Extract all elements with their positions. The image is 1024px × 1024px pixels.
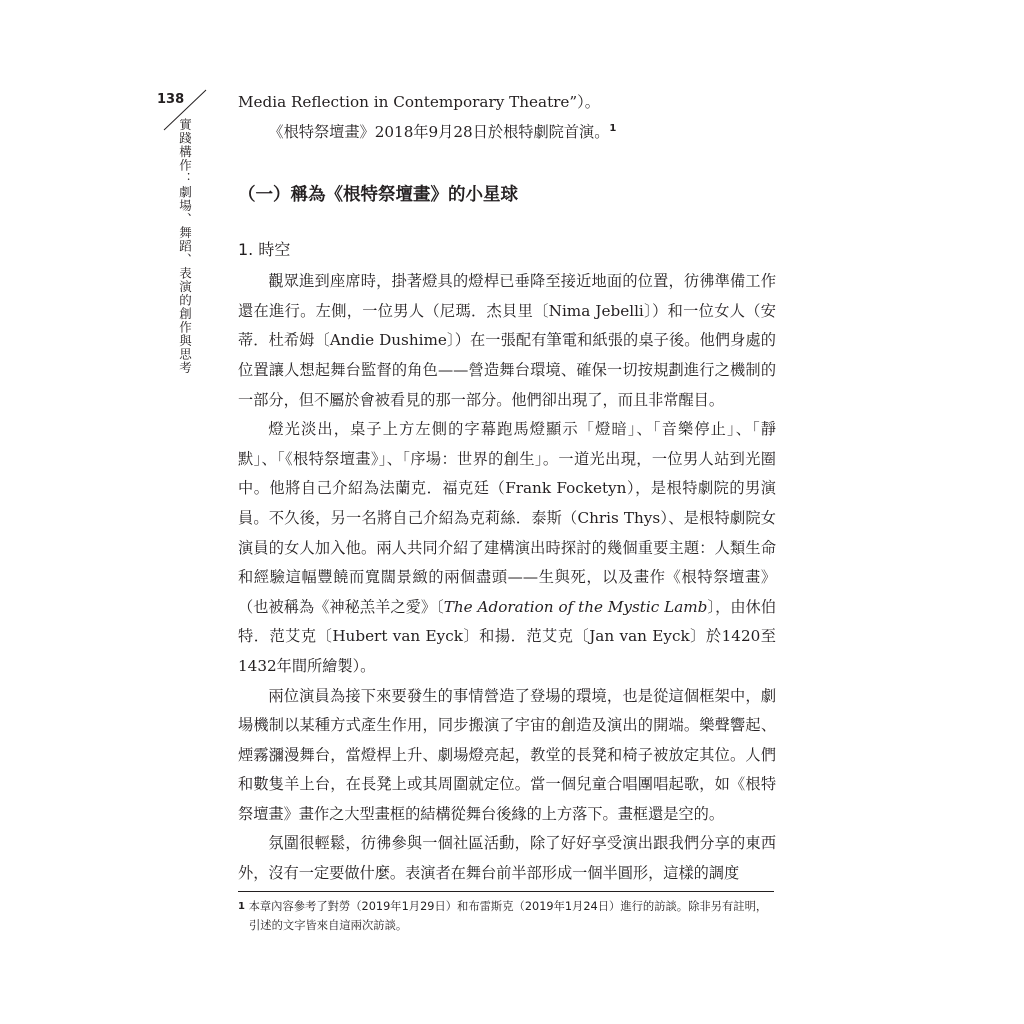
paragraph-premiere [238, 118, 776, 148]
paragraph-text: 氛圍很輕鬆，彷彿參與一個社區活動，除了好好享受演出跟我們分享的東西外，沒有一定要做什麼。表演者在舞台前半部形成一個半圓形，這樣的調度 [238, 834, 776, 883]
footnote-line [238, 916, 778, 935]
paragraph-text: 兩位演員為接下來要發生的事情營造了登場的環境，也是從這個框架中，劇場機制以某種方式產生作用，同步搬演了宇宙的創造及演出的開端。樂聲響起、煙霧瀰漫舞台，當燈桿上升、劇場燈亮起，教堂的長凳和椅子被放定其位。人們和數隻羊上台，在長凳上或其周圍就定位。當一個兒童合唱團唱起歌，如《根特祭壇畫》畫作之大型畫框的結構從舞台後緣的上方落下。畫框還是空的。 [238, 686, 776, 823]
paragraph-lights [238, 415, 776, 681]
paragraph-continuation [238, 88, 776, 118]
running-head: 實踐構作：劇場、舞蹈、表演的創作與思考 [177, 118, 193, 375]
footnote-text: 引述的文字皆來自這兩次訪談。 [249, 919, 408, 932]
sub-heading: 1. 時空 [238, 240, 291, 260]
footnote-line [238, 897, 778, 916]
paragraph-text: 〕，由休伯特．范艾克〔Hubert van Eyck〕和揚．范艾克〔Jan van Eyck〕於1420至1432年間所繪製）。 [238, 597, 776, 675]
paragraph-text: 《根特祭壇畫》2018年9月28日於根特劇院首演。 [268, 122, 610, 141]
paragraph-text: 燈光淡出，桌子上方左側的字幕跑馬燈顯示「燈暗」、「音樂停止」、「靜默」、「《根特祭壇畫》」、「序場：世界的創生」。一道光出現，一位男人站到光圈中。他將自己介紹為法蘭克．福克廷（Frank Focketyn），是根特劇院的男演員。不久後，另一名將自己介紹為克莉絲．泰斯（Chris Thys）、是根特劇院女演員的女人加入他。兩人共同介紹了建構演出時探討的幾個重要主題：人類生命和經驗這幅豐饒而寬闊景緻的兩個盡頭——生與死，以及畫作《根特祭壇畫》（也被稱為《神秘羔羊之愛》〔 [238, 420, 776, 616]
page-number: 138 [157, 92, 185, 107]
paragraph-text: 觀眾進到座席時，掛著燈具的燈桿已垂降至接近地面的位置，彷彿準備工作還在進行。左側，一位男人（尼瑪．杰貝里〔Nima Jebelli〕）和一位女人（安蒂．杜希姆〔Andie Dushime〕）在一張配有筆電和紙張的桌子後。他們身處的位置讓人想起舞台監督的角色——營造舞台環境、確保一切按規劃進行之機制的一部分，但不屬於會被看見的那一部分。他們卻出現了，而且非常醒目。 [238, 272, 776, 409]
footnote-divider [238, 891, 774, 892]
paragraph-atmosphere [238, 829, 776, 888]
footnote-mark: 1 [238, 901, 245, 912]
footnote [238, 897, 778, 935]
paragraph-text: Media Reflection in Contemporary Theatre”）。 [238, 93, 600, 111]
footnote-text: 本章內容參考了對勞（2019年1月29日）和布雷斯克（2019年1月24日）進行的訪談。除非另有註明， [248, 900, 768, 913]
paragraph-spacetime [238, 267, 776, 415]
paragraph-actors [238, 682, 776, 830]
main-text-block [238, 88, 776, 889]
artwork-title-italic: The Adoration of the Mystic Lamb [443, 597, 708, 616]
footnote-reference: 1 [609, 122, 617, 134]
section-heading: （一）稱為《根特祭壇畫》的小星球 [238, 185, 518, 206]
